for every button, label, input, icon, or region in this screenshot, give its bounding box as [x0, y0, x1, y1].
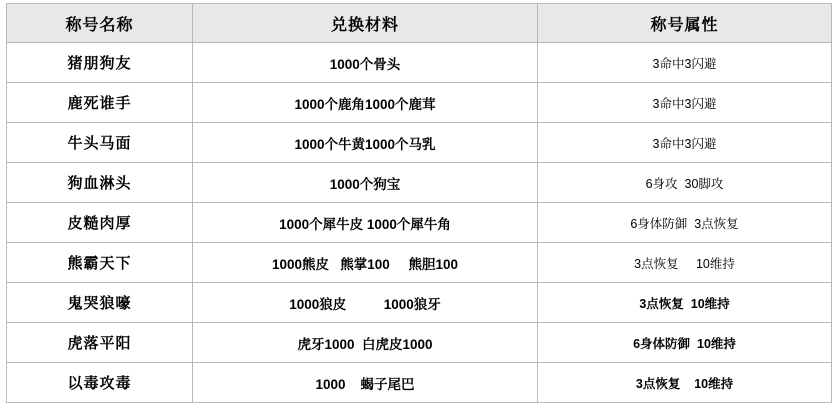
exchange-material: 虎牙1000 白虎皮1000 — [193, 323, 538, 363]
title-attribute: 3点恢复 10维持 — [538, 243, 832, 283]
table-header-row — [7, 4, 832, 43]
title-name: 皮糙肉厚 — [7, 203, 193, 243]
exchange-material: 1000个犀牛皮 1000个犀牛角 — [193, 203, 538, 243]
column-header-exchange-material: 兑换材料 — [193, 4, 538, 43]
title-attribute: 6身体防御 10维持 — [538, 323, 832, 363]
exchange-material: 1000个鹿角1000个鹿茸 — [193, 83, 538, 123]
column-header-title-name: 称号名称 — [7, 4, 193, 43]
exchange-material: 1000个骨头 — [193, 43, 538, 83]
table-row — [7, 83, 832, 123]
titles-exchange-table-container — [0, 3, 837, 404]
exchange-material: 1000熊皮 熊掌100 熊胆100 — [193, 243, 538, 283]
title-name: 虎落平阳 — [7, 323, 193, 363]
title-attribute: 6身体防御 3点恢复 — [538, 203, 832, 243]
table-header — [7, 4, 832, 43]
title-attribute: 3命中3闪避 — [538, 43, 832, 83]
title-attribute: 3点恢复 10维持 — [538, 363, 832, 403]
title-name: 鹿死谁手 — [7, 83, 193, 123]
title-name: 熊霸天下 — [7, 243, 193, 283]
exchange-material: 1000个牛黄1000个马乳 — [193, 123, 538, 163]
column-header-title-attribute: 称号属性 — [538, 4, 832, 43]
exchange-material: 1000 蝎子尾巴 — [193, 363, 538, 403]
title-name: 鬼哭狼嚎 — [7, 283, 193, 323]
title-attribute: 3点恢复 10维持 — [538, 283, 832, 323]
titles-exchange-table — [6, 3, 832, 403]
table-row — [7, 203, 832, 243]
title-name: 狗血淋头 — [7, 163, 193, 203]
title-name: 猪朋狗友 — [7, 43, 193, 83]
exchange-material: 1000狼皮 1000狼牙 — [193, 283, 538, 323]
table-row — [7, 243, 832, 283]
title-name: 以毒攻毒 — [7, 363, 193, 403]
table-row — [7, 123, 832, 163]
table-row — [7, 163, 832, 203]
title-attribute: 6身攻 30脚攻 — [538, 163, 832, 203]
title-attribute: 3命中3闪避 — [538, 123, 832, 163]
table-row — [7, 283, 832, 323]
table-row — [7, 363, 832, 403]
table-row — [7, 323, 832, 363]
title-attribute: 3命中3闪避 — [538, 83, 832, 123]
exchange-material: 1000个狗宝 — [193, 163, 538, 203]
table-body — [7, 43, 832, 403]
title-name: 牛头马面 — [7, 123, 193, 163]
table-row — [7, 43, 832, 83]
